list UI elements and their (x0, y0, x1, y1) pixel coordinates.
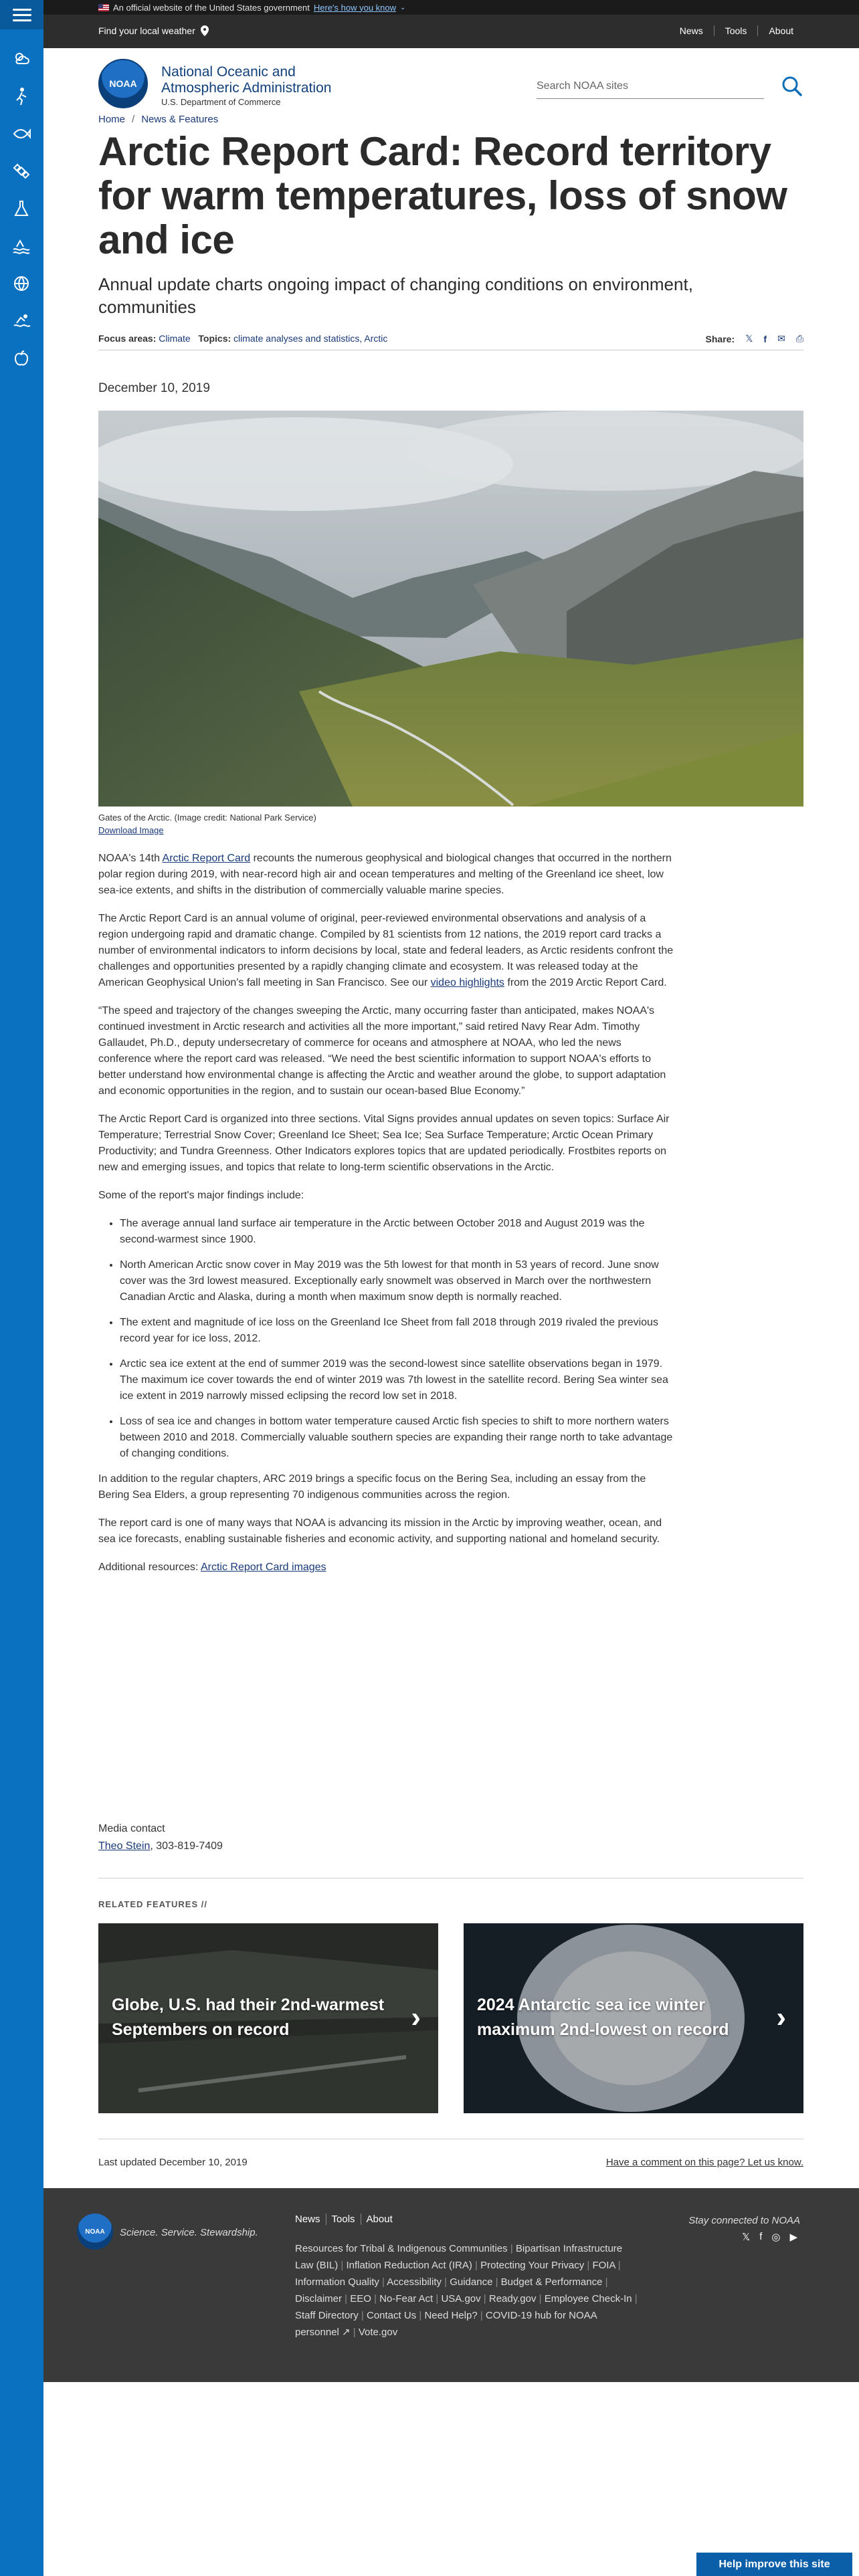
logo-text: NOAA (109, 78, 137, 89)
gov-banner-text: An official website of the United States government (113, 2, 310, 13)
paragraph-1-text: NOAA's 14th (98, 853, 163, 864)
globe-icon[interactable] (9, 272, 33, 296)
footer-link[interactable]: Accessibility | (387, 2276, 450, 2288)
media-contact-name[interactable]: Theo Stein (98, 1840, 151, 1852)
list-item: • Arctic sea ice extent at the end of summer 2019 was the second-lowest since satellite observations began in 1979. The maximum ice cover towards the end of winter 2019 was 7th lowest in the satellite record. Bering Sea winter sea ice extent in 2019 narrowly missed eclipsing the record low set in 2018. (120, 1356, 674, 1404)
paragraph-2-text-end: from the 2019 Arctic Report Card. (504, 977, 667, 988)
breadcrumb-news[interactable]: News & Features (141, 114, 219, 125)
image-caption (98, 811, 316, 837)
list-item: • The average annual land surface air temperature in the Arctic between October 2018 and August 2019 was the second-warmest since 1900. (120, 1216, 674, 1248)
focus-link-climate[interactable]: Climate (159, 333, 191, 344)
paragraph-1 (98, 851, 674, 899)
list-item: • The extent and magnitude of ice loss on the Greenland Ice Sheet from fall 2018 through 2019 rivaled the previous record year for ice loss, 2012. (120, 1315, 674, 1347)
footer-nav (295, 2214, 398, 2225)
breadcrumb-separator: / (132, 114, 135, 125)
local-weather-label: Find your local weather (98, 25, 195, 36)
noaa-logo[interactable] (98, 59, 148, 108)
related-card-2[interactable] (464, 1923, 803, 2113)
breadcrumb-home[interactable]: Home (98, 114, 126, 125)
footer-noaa-logo[interactable] (77, 2214, 113, 2250)
footer-tagline: Science. Service. Stewardship. (120, 2227, 258, 2238)
agency-line-2: Atmospheric Administration (161, 80, 332, 96)
media-contact-phone: , 303-819-7409 (150, 1840, 223, 1852)
footer-logo-text: NOAA (85, 2228, 105, 2236)
utility-bar (43, 15, 859, 48)
weather-icon[interactable] (9, 47, 33, 71)
person-walking-icon[interactable] (9, 84, 33, 108)
satellite-icon[interactable] (9, 159, 33, 183)
utility-link-news[interactable]: News (679, 25, 703, 36)
chevron-right-icon: › (411, 2001, 421, 2034)
caption-text: Gates of the Arctic. (Image credit: National Park Service) (98, 813, 316, 823)
video-highlights-link[interactable]: video highlights (430, 977, 504, 988)
paragraph-3: “The speed and trajectory of the changes sweeping the Arctic, many occurring faster than anticipated, makes NOAA's continued investment in Arctic research and activities all the more important,” said retired Navy Rear Adm. Timothy Gallaudet, Ph.D., deputy undersecretary of commerce for oceans and atmosphere at NOAA, who led the news conference where the report card was released. “We need the best scientific information to support NOAA's efforts to better understand how environmental change is affecting the Arctic and weather around the globe, to support adaptation and economic opportunities in the region, and to sustain our ocean-based Blue Economy.” (98, 1005, 666, 1097)
menu-button[interactable] (0, 0, 43, 29)
side-nav (0, 0, 43, 2576)
footer-link[interactable]: Staff Directory | (295, 2310, 367, 2321)
share-label: Share: (705, 333, 735, 344)
footer-link[interactable]: Resources for Tribal & Indigenous Communities | (295, 2243, 516, 2254)
footer-nav-news[interactable]: News (295, 2214, 320, 2225)
footer-link[interactable]: Contact Us | (367, 2310, 424, 2321)
list-item: • Loss of sea ice and changes in bottom water temperature caused Arctic fish species to shift to more northern waters between 2010 and 2018. Commercially valuable southern species are expanding their range north to take advantage of changing conditions. (120, 1414, 674, 1462)
agency-name[interactable] (161, 64, 331, 108)
search-icon[interactable] (781, 75, 803, 98)
footer-link[interactable]: Inflation Reduction Act (IRA) | (346, 2260, 480, 2271)
download-image-link[interactable]: Download Image (98, 825, 164, 835)
media-contact (98, 1820, 223, 1855)
footer-link[interactable]: Guidance | (450, 2276, 500, 2288)
gov-banner-link[interactable]: Here's how you know (313, 2, 397, 13)
paragraph-2-text: The Arctic Report Card is an annual volume of original, peer-reviewed environmental observations and analysis of a region undergoing rapid and dramatic change. Compiled by 81 scientists from 12 nations, the 2019 report card tracks a number of environmental indicators to inform decisions by local, state and federal leaders, as Arctic residents confront the challenges and opportunities presented by a rapidly changing climate and ecosystem. It was released today at the American Geophysical Union's fall meeting in San Francisco. See our (98, 913, 674, 988)
paragraph-5: Some of the report's major findings include: (98, 1190, 304, 1201)
coast-icon[interactable] (9, 234, 33, 258)
list-item: • North American Arctic snow cover in May 2019 was the 5th lowest for that month in 53 years of record. June snow cover was the 3rd lowest measured. Exceptionally early snowmelt was observed in March over the northwestern Canadian Arctic and Alaska, during a month when maximum snow depth is normally reached. (120, 1257, 674, 1305)
related-card-2-title: 2024 Antarctic sea ice winter maximum 2nd-lowest on record (477, 1996, 729, 2039)
meta-row (98, 330, 803, 350)
footer-links (295, 2240, 643, 2341)
footer-link[interactable]: Bipartisan Infrastructure Law (BIL) | (295, 2243, 622, 2271)
topics-label: Topics: (198, 333, 231, 344)
email-share-icon[interactable]: ✉ (777, 333, 785, 344)
department-name: U.S. Department of Commerce (161, 97, 281, 107)
topics-link[interactable]: climate analyses and statistics, Arctic (233, 333, 388, 344)
chevron-down-icon[interactable]: ⌄ (400, 3, 406, 11)
hero-image (98, 411, 803, 807)
us-flag-icon (98, 4, 109, 11)
utility-link-tools[interactable]: Tools (714, 25, 758, 36)
share-bar (706, 333, 803, 344)
paragraph-1-text-end: recounts the numerous geophysical and biological changes that occurred in the northern polar region during 2019, with near-record high air and ocean temperatures and melting of the Greenland ice sheet, low sea-ice extents, and shifts in the distribution of commercially valuable marine species. (98, 853, 672, 896)
chevron-right-icon: › (776, 2001, 786, 2034)
related-card-1-title: Globe, U.S. had their 2nd-warmest Septembers on record (112, 1996, 385, 2039)
fish-icon[interactable] (9, 122, 33, 146)
social-label: Stay connected to NOAA (688, 2215, 800, 2226)
help-improve-button[interactable]: Help improve this site (696, 2553, 852, 2576)
footer-link[interactable]: Ready.gov | (489, 2293, 545, 2304)
focus-label: Focus areas: (98, 333, 157, 344)
footer-link[interactable]: USA.gov | (441, 2293, 488, 2304)
article-body (98, 851, 674, 1588)
facebook-share-icon[interactable]: f (763, 333, 767, 344)
paragraph-4: The Arctic Report Card is organized into three sections. Vital Signs provides annual updates on seven topics: Surface Air Temperature; Terrestrial Snow Cover; Greenland Ice Sheet; Sea Ice; Sea Surface Temperature; Arctic Ocean Primary Productivity; and Tundra Greenness. Other Indicators explores topics that are updated periodically. Frostbites reports on new and emerging issues, and topics that relate to long-term scientific observations in the Arctic. (98, 1113, 670, 1173)
site-footer (43, 2188, 859, 2382)
arctic-report-card-images-link[interactable]: Arctic Report Card images (200, 1562, 326, 1573)
footer-link[interactable]: COVID-19 hub for NOAA personnel ↗ | (295, 2310, 597, 2338)
site-header (98, 59, 803, 106)
facebook-icon[interactable]: f (759, 2231, 763, 2242)
page-title: Arctic Report Card: Record territory for warm temperatures, loss of snow and ice (98, 129, 787, 262)
related-card-1[interactable] (98, 1923, 438, 2113)
breadcrumb (98, 114, 218, 125)
flask-icon[interactable] (9, 197, 33, 221)
footer-link[interactable]: Information Quality | (295, 2276, 387, 2288)
footer-nav-about[interactable]: About (361, 2214, 398, 2225)
findings-list (98, 1216, 674, 1462)
related-features-label: RELATED FEATURES // (98, 1899, 207, 1909)
x-icon[interactable]: 𝕏 (742, 2232, 751, 2243)
local-weather-link[interactable] (98, 25, 209, 36)
resources-label: Additional resources: (98, 1562, 201, 1573)
social-links (742, 2231, 797, 2243)
search-input[interactable]: Search NOAA sites (537, 75, 764, 99)
footer-link[interactable]: No-Fear Act | (379, 2293, 441, 2304)
agency-line-1: National Oceanic and (161, 64, 296, 80)
utility-links (669, 25, 804, 36)
gov-banner (43, 0, 859, 15)
comment-link[interactable]: Have a comment on this page? Let us know. (605, 2157, 803, 2168)
footer-link[interactable]: Budget & Performance | (501, 2276, 608, 2288)
footer-link[interactable]: Vote.gov (358, 2327, 398, 2338)
media-contact-label: Media contact (98, 1823, 165, 1834)
footer-link[interactable]: EEO | (350, 2293, 379, 2304)
additional-resources (98, 1560, 674, 1576)
footer-link[interactable]: FOIA | (592, 2260, 620, 2271)
divider (98, 1878, 803, 1879)
x-share-icon[interactable]: 𝕏 (745, 333, 753, 344)
apple-icon[interactable] (9, 346, 33, 370)
instagram-icon[interactable]: ◎ (771, 2232, 781, 2243)
paragraph-6: In addition to the regular chapters, ARC 2019 brings a specific focus on the Bering Sea, including an essay from the Bering Sea Elders, a group representing 70 indigenous communities across the region. (98, 1473, 646, 1501)
youtube-icon[interactable]: ▶ (789, 2232, 797, 2243)
page-subtitle: Annual update charts ongoing impact of changing conditions on environment, communities (98, 274, 693, 317)
print-icon[interactable]: ⎙ (795, 333, 803, 344)
utility-link-about[interactable]: About (757, 25, 804, 36)
publish-date: December 10, 2019 (98, 381, 210, 395)
location-pin-icon (201, 25, 209, 36)
swimmer-icon[interactable] (9, 309, 33, 333)
paragraph-2 (98, 911, 674, 991)
last-updated: Last updated December 10, 2019 (98, 2157, 248, 2168)
paragraph-7: The report card is one of many ways that NOAA is advancing its mission in the Arctic by improving weather, ocean, and sea ice forecasts, enabling sustainable fisheries and economic activity, and supporting national and homeland security. (98, 1517, 662, 1545)
footer-link[interactable]: Disclaimer | (295, 2293, 350, 2304)
footer-link[interactable]: Employee Check-In | (545, 2293, 638, 2304)
footer-link[interactable]: Need Help? | (424, 2310, 485, 2321)
footer-link[interactable]: Protecting Your Privacy | (480, 2260, 592, 2271)
footer-nav-tools[interactable]: Tools (326, 2214, 361, 2225)
arctic-report-card-link[interactable]: Arctic Report Card (162, 853, 251, 864)
